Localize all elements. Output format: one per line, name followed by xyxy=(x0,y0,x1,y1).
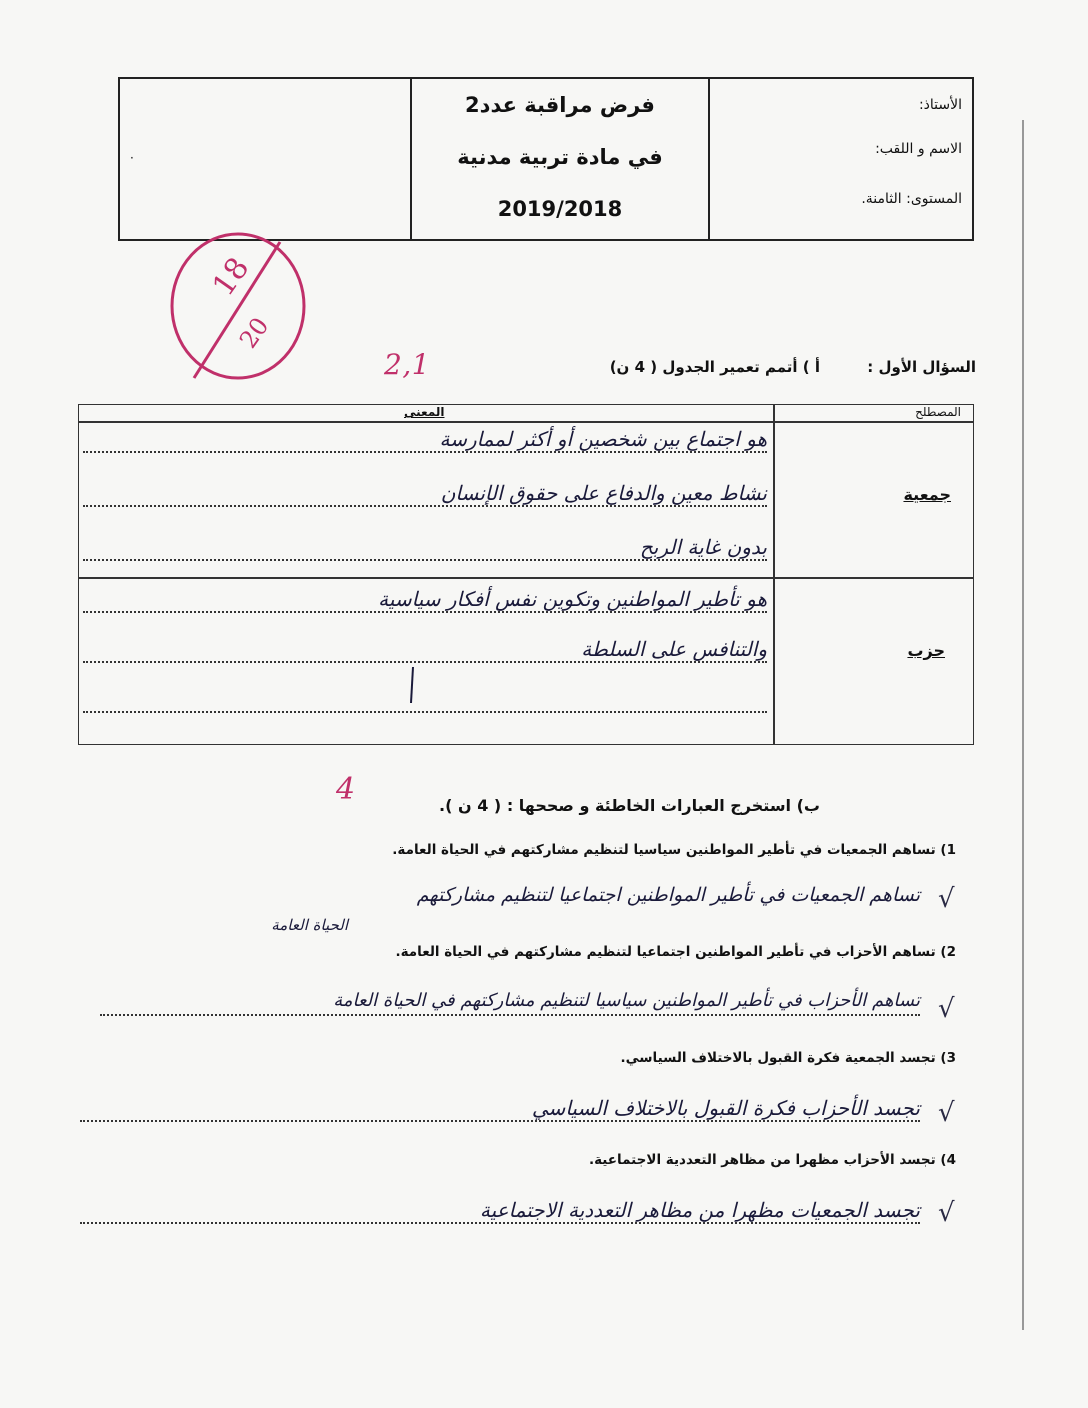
exam-title: فرض مراقبة عدد2 xyxy=(465,93,655,117)
statement-number: 2) xyxy=(940,944,956,960)
part-a-mark: 2,1 xyxy=(384,348,431,381)
question-one-heading: السؤال الأول : xyxy=(867,358,976,376)
statement-text xyxy=(620,1050,956,1066)
statement-body: تجسد الجمعية فكرة القبول بالاختلاف السياسي. xyxy=(620,1050,936,1066)
handwritten-correction: تجسد الجمعيات مظهرا من مظاهر التعددية الاجتماعية xyxy=(479,1198,920,1222)
question-a-instruction: أ ) أتمم تعمير الجدول ( 4 ن) xyxy=(609,358,820,376)
term-association: جمعية xyxy=(903,485,951,504)
answer-line xyxy=(83,505,767,507)
statement-body: تجسد الأحزاب مظهرا من مظاهر التعددية الاجتماعية. xyxy=(588,1152,936,1168)
statement-text xyxy=(392,842,956,858)
school-year: 2019/2018 xyxy=(497,197,623,221)
grade-total: 20 xyxy=(233,312,275,354)
header-student-cell xyxy=(710,79,972,239)
answer-line xyxy=(80,1222,920,1224)
page-edge-line xyxy=(1022,120,1024,1330)
handwritten-definition-line: والتنافس على السلطة xyxy=(581,637,767,661)
handwritten-stroke xyxy=(399,663,429,707)
statement-body: تساهم الجمعيات في تأطير المواطنين سياسيا لتنظيم مشاركتهم في الحياة العامة. xyxy=(392,842,936,858)
handwritten-correction: تجسد الأحزاب فكرة القبول بالاختلاف السياسي xyxy=(531,1096,920,1120)
header-blank-cell xyxy=(120,79,412,239)
answer-line xyxy=(100,1014,920,1016)
handwritten-correction: تساهم الأحزاب في تأطير المواطنين سياسيا لتنظيم مشاركتهم في الحياة العامة xyxy=(333,990,920,1011)
table-header-line xyxy=(79,421,973,423)
teacher-label: الأستاذ: xyxy=(918,97,962,113)
handwritten-definition-line: نشاط معين والدفاع على حقوق الإنسان xyxy=(440,481,767,505)
handwritten-definition-line: هو تأطير المواطنين وتكوين نفس أفكار سياسية xyxy=(378,587,767,611)
table-column-divider xyxy=(773,405,775,744)
column-header-term: المصطلح xyxy=(915,405,961,419)
statement-body: تساهم الأحزاب في تأطير المواطنين اجتماعيا لتنظيم مشاركتهم في الحياة العامة. xyxy=(395,944,936,960)
handwritten-correction: تساهم الجمعيات في تأطير المواطنين اجتماعيا لتنظيم مشاركتهم xyxy=(416,884,920,906)
question-b-instruction: ب) استخرج العبارات الخاطئة و صححها : ( 4 ن ). xyxy=(439,796,820,815)
header-dot: · xyxy=(130,151,134,165)
table-row-divider xyxy=(79,577,973,579)
check-mark-icon: √ xyxy=(938,1098,955,1128)
answer-line xyxy=(83,451,767,453)
answer-line xyxy=(83,611,767,613)
part-b-mark: 4 xyxy=(336,772,356,807)
handwritten-correction-continued: الحياة العامة xyxy=(271,916,348,934)
grade-score: 18 xyxy=(205,251,257,303)
handwritten-definition-line: بدون غاية الربح xyxy=(639,535,767,559)
column-header-meaning: المعنى xyxy=(404,405,445,419)
grade-circle xyxy=(160,228,320,388)
answer-line xyxy=(83,559,767,561)
student-name-label: الاسم و اللقب: xyxy=(875,141,962,157)
check-mark-icon: √ xyxy=(938,1198,955,1228)
check-mark-icon: √ xyxy=(938,994,955,1024)
definitions-table xyxy=(78,404,974,745)
level-label: المستوى: الثامنة. xyxy=(861,191,962,207)
answer-line xyxy=(80,1120,920,1122)
answer-line xyxy=(83,711,767,713)
statement-text xyxy=(589,1152,956,1168)
statement-number: 1) xyxy=(940,842,956,858)
statement-number: 3) xyxy=(940,1050,956,1066)
statement-text xyxy=(395,944,956,960)
exam-header-box xyxy=(118,77,974,241)
exam-subject: في مادة تربية مدنية xyxy=(457,145,663,169)
handwritten-definition-line: هو اجتماع بين شخصين أو أكثر لممارسة xyxy=(439,427,767,451)
statement-number: 4) xyxy=(940,1152,956,1168)
check-mark-icon: √ xyxy=(938,884,955,914)
header-title-cell xyxy=(412,79,710,239)
term-party: حزب xyxy=(907,641,945,660)
